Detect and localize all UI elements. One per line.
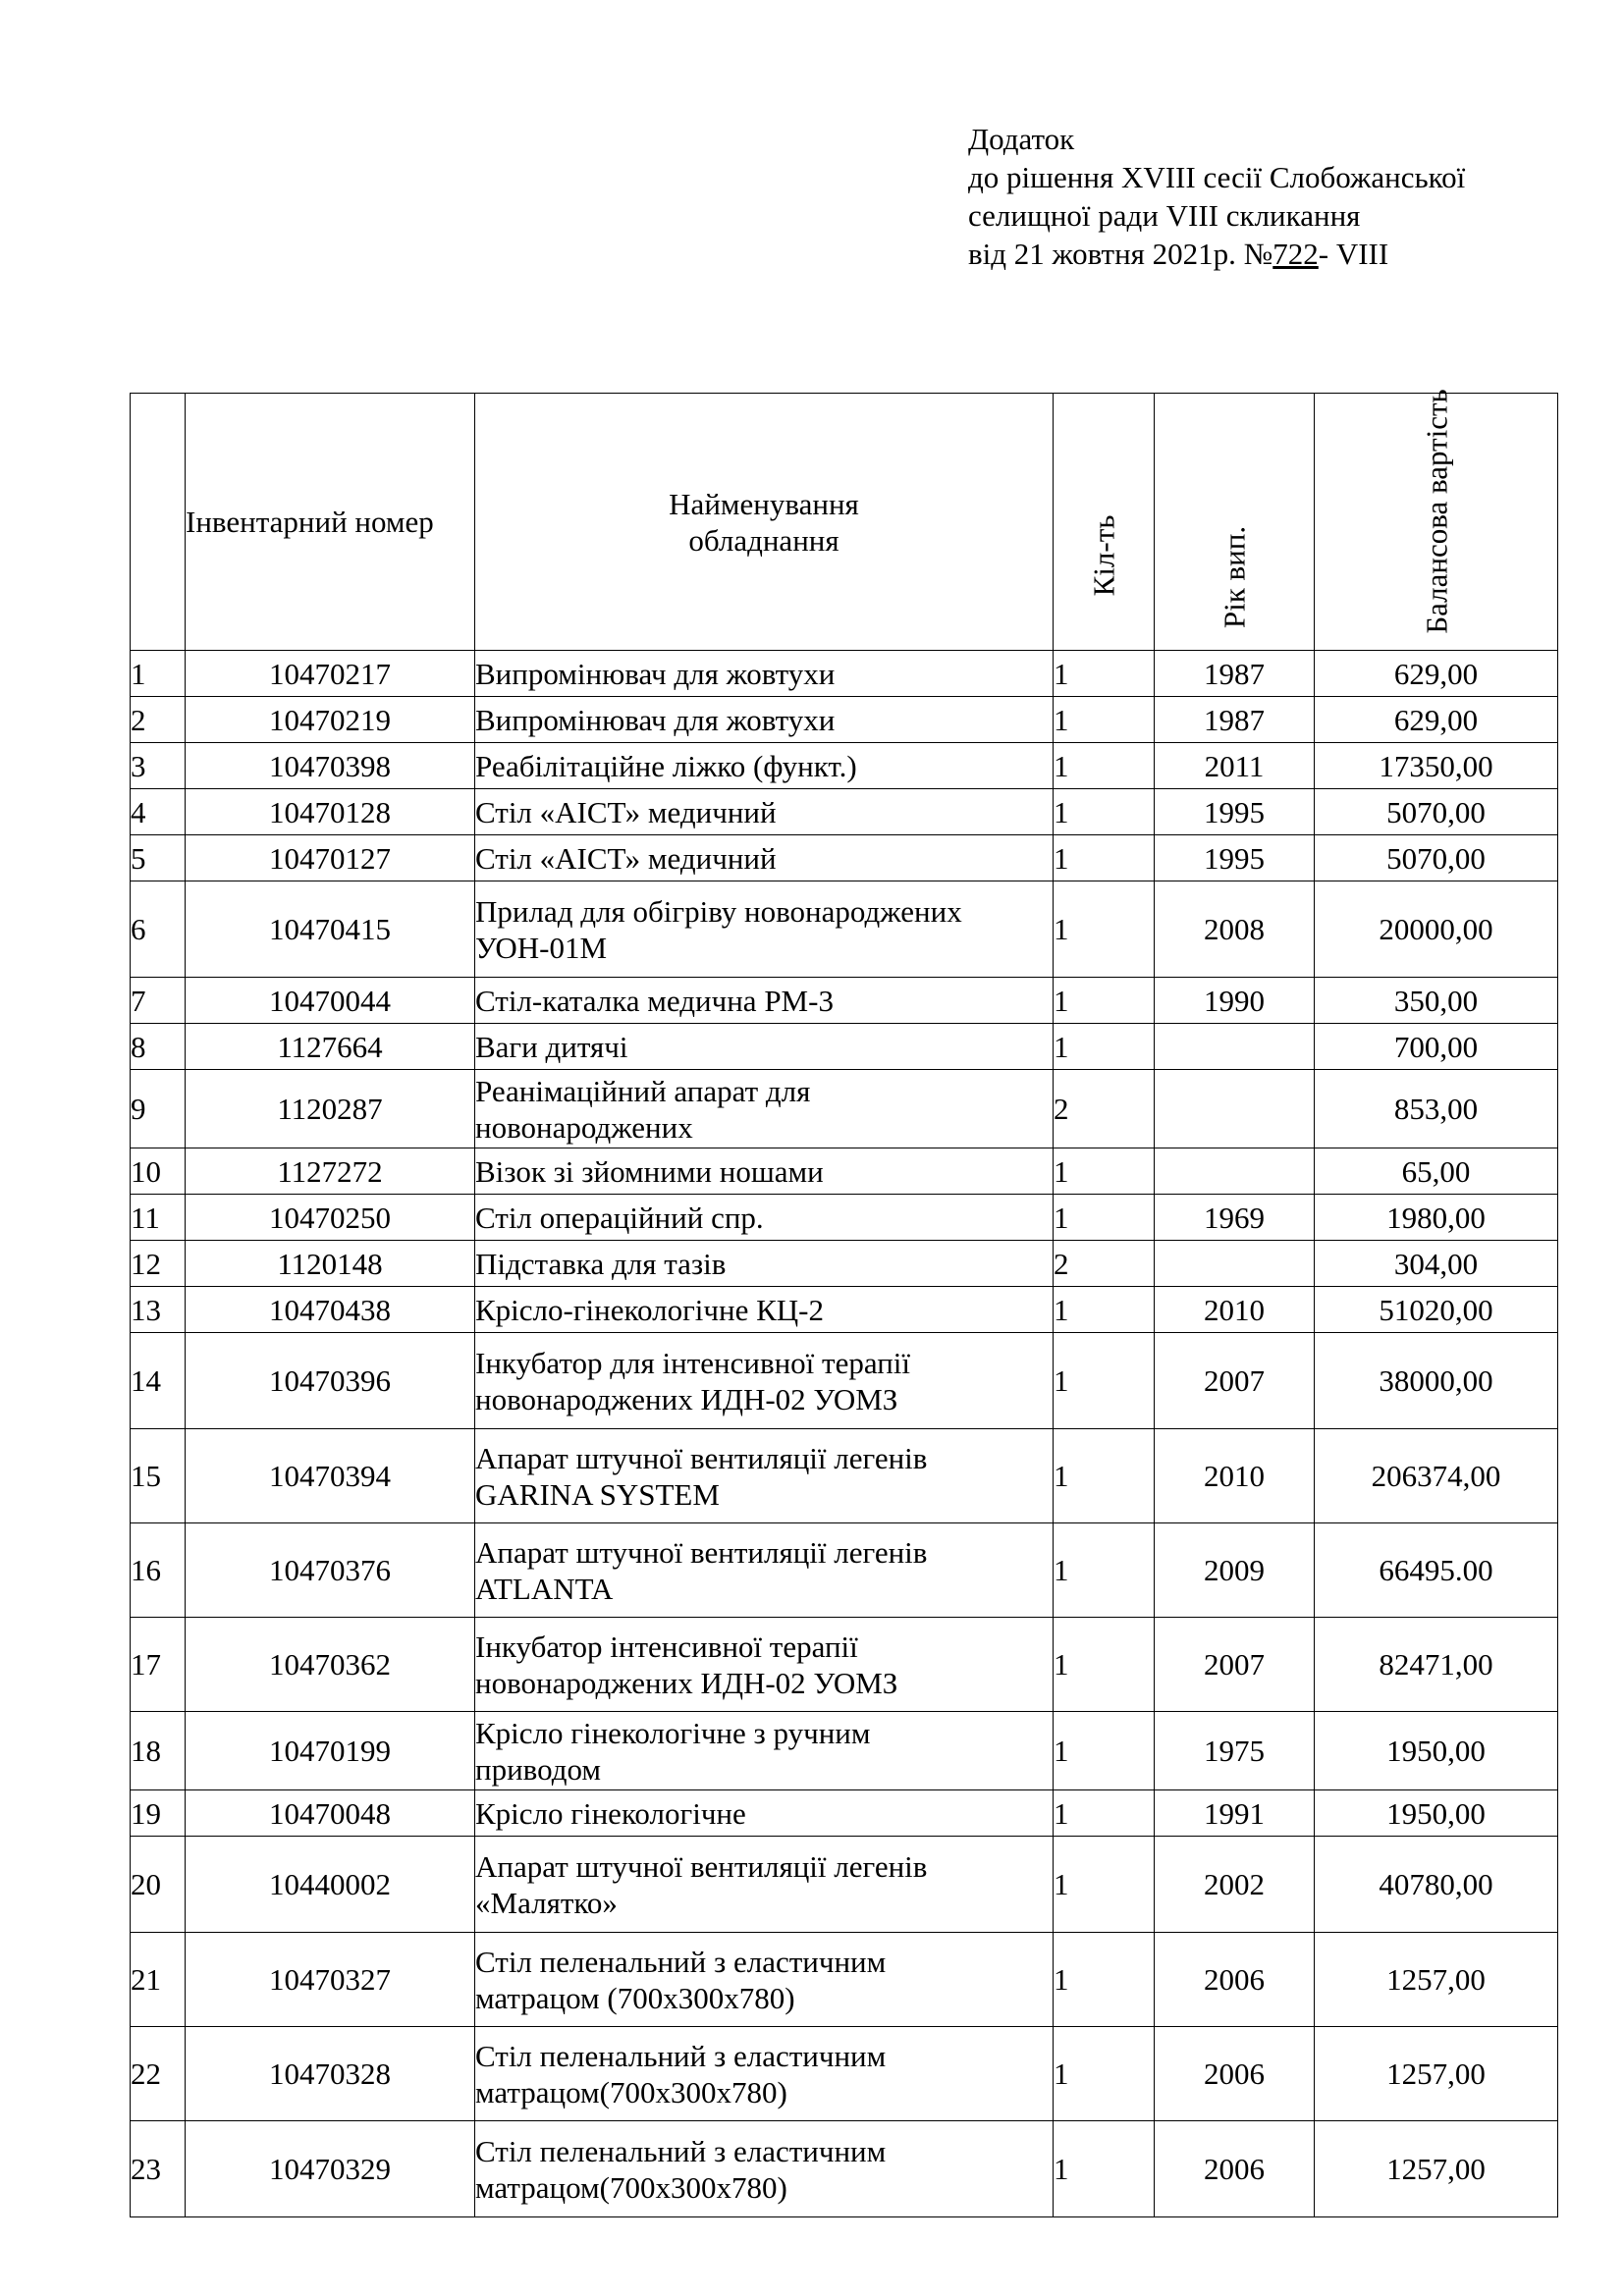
balance-cost: 629,00 — [1315, 697, 1558, 743]
row-number: 13 — [131, 1287, 186, 1333]
table-row — [131, 1429, 1558, 1523]
balance-cost: 350,00 — [1315, 978, 1558, 1024]
quantity: 1 — [1054, 1712, 1155, 1790]
balance-cost: 1257,00 — [1315, 2027, 1558, 2121]
equipment-name-line: Крісло гінекологічне з ручним — [475, 1715, 871, 1750]
header-decision-line: до рішення XVIII сесії Слобожанської — [968, 160, 1466, 194]
row-number: 23 — [131, 2121, 186, 2217]
balance-cost: 65,00 — [1315, 1148, 1558, 1195]
quantity: 1 — [1054, 1790, 1155, 1837]
year-of-manufacture: 2011 — [1155, 743, 1315, 789]
inventory-number: 10470048 — [186, 1790, 475, 1837]
header-decision-number: 722 — [1272, 237, 1319, 271]
year-of-manufacture: 1991 — [1155, 1790, 1315, 1837]
document-header — [968, 120, 1465, 273]
year-of-manufacture — [1155, 1241, 1315, 1287]
equipment-name-line: новонароджених ИДН-02 УОМЗ — [475, 1381, 898, 1416]
balance-cost: 206374,00 — [1315, 1429, 1558, 1523]
balance-cost: 1950,00 — [1315, 1790, 1558, 1837]
quantity: 1 — [1054, 1024, 1155, 1070]
table-row — [131, 2121, 1558, 2217]
inventory-number: 10470217 — [186, 651, 475, 697]
row-number: 7 — [131, 978, 186, 1024]
equipment-name-line: GARINA SYSTEM — [475, 1476, 720, 1512]
quantity: 2 — [1054, 1070, 1155, 1148]
year-of-manufacture: 1975 — [1155, 1712, 1315, 1790]
row-number: 21 — [131, 1933, 186, 2027]
equipment-name — [475, 1070, 1054, 1148]
row-number: 1 — [131, 651, 186, 697]
equipment-name-line: «Малятко» — [475, 1885, 618, 1920]
inventory-number: 1127272 — [186, 1148, 475, 1195]
year-of-manufacture: 1995 — [1155, 835, 1315, 881]
equipment-name — [475, 2027, 1054, 2121]
row-number: 14 — [131, 1333, 186, 1429]
quantity: 1 — [1054, 2027, 1155, 2121]
inventory-number: 10470219 — [186, 697, 475, 743]
col-header-quantity-label: Кіл-ть — [1086, 514, 1121, 597]
equipment-name — [475, 1712, 1054, 1790]
row-number: 9 — [131, 1070, 186, 1148]
equipment-name-line: Інкубатор інтенсивної терапії — [475, 1629, 858, 1664]
quantity: 1 — [1054, 835, 1155, 881]
row-number: 22 — [131, 2027, 186, 2121]
balance-cost: 700,00 — [1315, 1024, 1558, 1070]
inventory-number: 10470396 — [186, 1333, 475, 1429]
equipment-name — [475, 1287, 1054, 1333]
col-header-quantity — [1054, 394, 1155, 651]
row-number: 3 — [131, 743, 186, 789]
equipment-name — [475, 1024, 1054, 1070]
equipment-name-line: приводом — [475, 1751, 602, 1787]
quantity: 1 — [1054, 1333, 1155, 1429]
equipment-name — [475, 789, 1054, 835]
inventory-number: 10470127 — [186, 835, 475, 881]
equipment-name — [475, 1195, 1054, 1241]
table-row — [131, 1837, 1558, 1933]
equipment-name-line: Підставка для тазів — [475, 1246, 727, 1281]
table-row — [131, 1070, 1558, 1148]
quantity: 1 — [1054, 1837, 1155, 1933]
equipment-name-line: Випромінювач для жовтухи — [475, 656, 836, 691]
inventory-number: 10470394 — [186, 1429, 475, 1523]
balance-cost: 66495.00 — [1315, 1523, 1558, 1618]
balance-cost: 1950,00 — [1315, 1712, 1558, 1790]
year-of-manufacture: 2009 — [1155, 1523, 1315, 1618]
header-appendix-label: Додаток — [968, 122, 1075, 156]
equipment-name-line: Апарат штучної вентиляції легенів — [475, 1440, 928, 1475]
header-date-text: від 21 жовтня 2021р. № — [968, 237, 1273, 271]
balance-cost: 1257,00 — [1315, 2121, 1558, 2217]
row-number: 16 — [131, 1523, 186, 1618]
year-of-manufacture: 2007 — [1155, 1333, 1315, 1429]
table-row — [131, 2027, 1558, 2121]
col-header-name — [475, 394, 1054, 651]
row-number: 11 — [131, 1195, 186, 1241]
quantity: 1 — [1054, 1195, 1155, 1241]
col-header-year-label: Рік вип. — [1217, 525, 1252, 629]
quantity: 1 — [1054, 1148, 1155, 1195]
equipment-name-line: Реанімаційний апарат для — [475, 1073, 811, 1108]
equipment-name-line: Візок зі зйомними ношами — [475, 1153, 824, 1189]
equipment-name-line: матрацом(700х300х780) — [475, 2074, 787, 2109]
equipment-name-line: Апарат штучної вентиляції легенів — [475, 1534, 928, 1570]
equipment-name-line: Інкубатор для інтенсивної терапії — [475, 1345, 911, 1380]
inventory-number: 10440002 — [186, 1837, 475, 1933]
row-number: 2 — [131, 697, 186, 743]
equipment-name-line: Стіл «АІСТ» медичний — [475, 794, 777, 829]
equipment-name — [475, 2121, 1054, 2217]
equipment-name — [475, 651, 1054, 697]
quantity: 1 — [1054, 881, 1155, 978]
table-row — [131, 1024, 1558, 1070]
inventory-number: 10470128 — [186, 789, 475, 835]
equipment-name-line: Крісло-гінекологічне КЦ-2 — [475, 1292, 824, 1327]
equipment-name-line: Прилад для обігріву новонароджених — [475, 893, 962, 929]
equipment-name-line: новонароджених — [475, 1109, 693, 1145]
table-row — [131, 1287, 1558, 1333]
inventory-number: 10470438 — [186, 1287, 475, 1333]
equipment-name-line: Випромінювач для жовтухи — [475, 702, 836, 737]
table-row — [131, 1148, 1558, 1195]
equipment-name-line: Стіл-каталка медична РМ-3 — [475, 983, 834, 1018]
equipment-name — [475, 835, 1054, 881]
year-of-manufacture: 1969 — [1155, 1195, 1315, 1241]
quantity: 1 — [1054, 651, 1155, 697]
year-of-manufacture — [1155, 1024, 1315, 1070]
table-row — [131, 835, 1558, 881]
table-row — [131, 1241, 1558, 1287]
equipment-name — [475, 881, 1054, 978]
header-date-line — [968, 235, 1465, 273]
table-row — [131, 978, 1558, 1024]
row-number: 8 — [131, 1024, 186, 1070]
year-of-manufacture: 2006 — [1155, 2121, 1315, 2217]
table-body — [131, 651, 1558, 2217]
inventory-number: 10470398 — [186, 743, 475, 789]
equipment-name-line: Стіл пеленальний з еластичним — [475, 2133, 887, 2168]
inventory-number: 1127664 — [186, 1024, 475, 1070]
quantity: 1 — [1054, 789, 1155, 835]
col-header-name-line1: Найменування — [669, 486, 859, 521]
year-of-manufacture: 1987 — [1155, 651, 1315, 697]
table-row — [131, 1712, 1558, 1790]
equipment-name-line: матрацом(700х300х780) — [475, 2169, 787, 2205]
quantity: 1 — [1054, 1429, 1155, 1523]
inventory-number: 10470328 — [186, 2027, 475, 2121]
balance-cost: 51020,00 — [1315, 1287, 1558, 1333]
table-row — [131, 1195, 1558, 1241]
inventory-number: 10470044 — [186, 978, 475, 1024]
equipment-name-line: Стіл «АІСТ» медичний — [475, 840, 777, 876]
equipment-name — [475, 697, 1054, 743]
table-row — [131, 1523, 1558, 1618]
table-row — [131, 697, 1558, 743]
table-row — [131, 881, 1558, 978]
row-number: 4 — [131, 789, 186, 835]
balance-cost: 853,00 — [1315, 1070, 1558, 1148]
year-of-manufacture: 2002 — [1155, 1837, 1315, 1933]
table-row — [131, 789, 1558, 835]
year-of-manufacture — [1155, 1070, 1315, 1148]
inventory-number: 10470376 — [186, 1523, 475, 1618]
equipment-name-line: Стіл пеленальний з еластичним — [475, 1944, 887, 1979]
equipment-name — [475, 743, 1054, 789]
header-council-line: селищної ради VIII скликання — [968, 198, 1361, 233]
table-row — [131, 743, 1558, 789]
balance-cost: 1980,00 — [1315, 1195, 1558, 1241]
equipment-name — [475, 978, 1054, 1024]
quantity: 1 — [1054, 1523, 1155, 1618]
row-number: 5 — [131, 835, 186, 881]
balance-cost: 38000,00 — [1315, 1333, 1558, 1429]
table-row — [131, 651, 1558, 697]
year-of-manufacture: 1990 — [1155, 978, 1315, 1024]
table-header-row — [131, 394, 1558, 651]
inventory-number: 10470415 — [186, 881, 475, 978]
equipment-name-line: Ваги дитячі — [475, 1029, 628, 1064]
inventory-number: 10470327 — [186, 1933, 475, 2027]
equipment-name-line: Стіл операційний спр. — [475, 1200, 764, 1235]
equipment-name-line: Стіл пеленальний з еластичним — [475, 2038, 887, 2073]
balance-cost: 20000,00 — [1315, 881, 1558, 978]
inventory-number: 1120148 — [186, 1241, 475, 1287]
equipment-name-line: УОН-01М — [475, 930, 608, 965]
year-of-manufacture: 2007 — [1155, 1618, 1315, 1712]
equipment-table — [130, 389, 1558, 2217]
quantity: 1 — [1054, 743, 1155, 789]
balance-cost: 304,00 — [1315, 1241, 1558, 1287]
col-header-name-line2: обладнання — [688, 522, 839, 558]
quantity: 1 — [1054, 1933, 1155, 2027]
equipment-name — [475, 1618, 1054, 1712]
inventory-number: 10470199 — [186, 1712, 475, 1790]
row-number: 10 — [131, 1148, 186, 1195]
quantity: 1 — [1054, 1287, 1155, 1333]
header-convocation: - VIII — [1318, 237, 1389, 271]
equipment-name-line: Реабілітаційне ліжко (функт.) — [475, 748, 857, 783]
quantity: 1 — [1054, 978, 1155, 1024]
col-header-cost — [1315, 389, 1558, 651]
year-of-manufacture: 1995 — [1155, 789, 1315, 835]
equipment-name — [475, 1933, 1054, 2027]
col-header-year — [1155, 394, 1315, 651]
quantity: 1 — [1054, 697, 1155, 743]
balance-cost: 5070,00 — [1315, 789, 1558, 835]
equipment-name — [475, 1790, 1054, 1837]
row-number: 20 — [131, 1837, 186, 1933]
inventory-number: 10470362 — [186, 1618, 475, 1712]
equipment-name-line: Крісло гінекологічне — [475, 1795, 746, 1831]
balance-cost: 40780,00 — [1315, 1837, 1558, 1933]
equipment-name — [475, 1241, 1054, 1287]
row-number: 19 — [131, 1790, 186, 1837]
table-row — [131, 1333, 1558, 1429]
equipment-name — [475, 1837, 1054, 1933]
equipment-name-line: ATLANTA — [475, 1571, 614, 1606]
inventory-number: 1120287 — [186, 1070, 475, 1148]
col-header-inventory-number: Інвентарний номер — [186, 394, 475, 651]
row-number: 6 — [131, 881, 186, 978]
col-header-no — [131, 394, 186, 651]
equipment-name-line: Апарат штучної вентиляції легенів — [475, 1848, 928, 1884]
balance-cost: 1257,00 — [1315, 1933, 1558, 2027]
year-of-manufacture: 2010 — [1155, 1287, 1315, 1333]
inventory-number: 10470329 — [186, 2121, 475, 2217]
row-number: 18 — [131, 1712, 186, 1790]
equipment-name — [475, 1148, 1054, 1195]
year-of-manufacture: 2006 — [1155, 2027, 1315, 2121]
year-of-manufacture: 2010 — [1155, 1429, 1315, 1523]
equipment-name — [475, 1523, 1054, 1618]
table-row — [131, 1790, 1558, 1837]
equipment-name-line: матрацом (700х300х780) — [475, 1980, 795, 2015]
year-of-manufacture — [1155, 1148, 1315, 1195]
quantity: 1 — [1054, 1618, 1155, 1712]
equipment-name-line: новонароджених ИДН-02 УОМЗ — [475, 1665, 898, 1700]
quantity: 1 — [1054, 2121, 1155, 2217]
balance-cost: 82471,00 — [1315, 1618, 1558, 1712]
balance-cost: 17350,00 — [1315, 743, 1558, 789]
equipment-name — [475, 1429, 1054, 1523]
inventory-number: 10470250 — [186, 1195, 475, 1241]
table-row — [131, 1933, 1558, 2027]
year-of-manufacture: 2006 — [1155, 1933, 1315, 2027]
col-header-cost-label: Балансова вартість — [1419, 389, 1453, 634]
row-number: 15 — [131, 1429, 186, 1523]
balance-cost: 5070,00 — [1315, 835, 1558, 881]
year-of-manufacture: 1987 — [1155, 697, 1315, 743]
balance-cost: 629,00 — [1315, 651, 1558, 697]
table-row — [131, 1618, 1558, 1712]
quantity: 2 — [1054, 1241, 1155, 1287]
year-of-manufacture: 2008 — [1155, 881, 1315, 978]
equipment-name — [475, 1333, 1054, 1429]
row-number: 12 — [131, 1241, 186, 1287]
row-number: 17 — [131, 1618, 186, 1712]
